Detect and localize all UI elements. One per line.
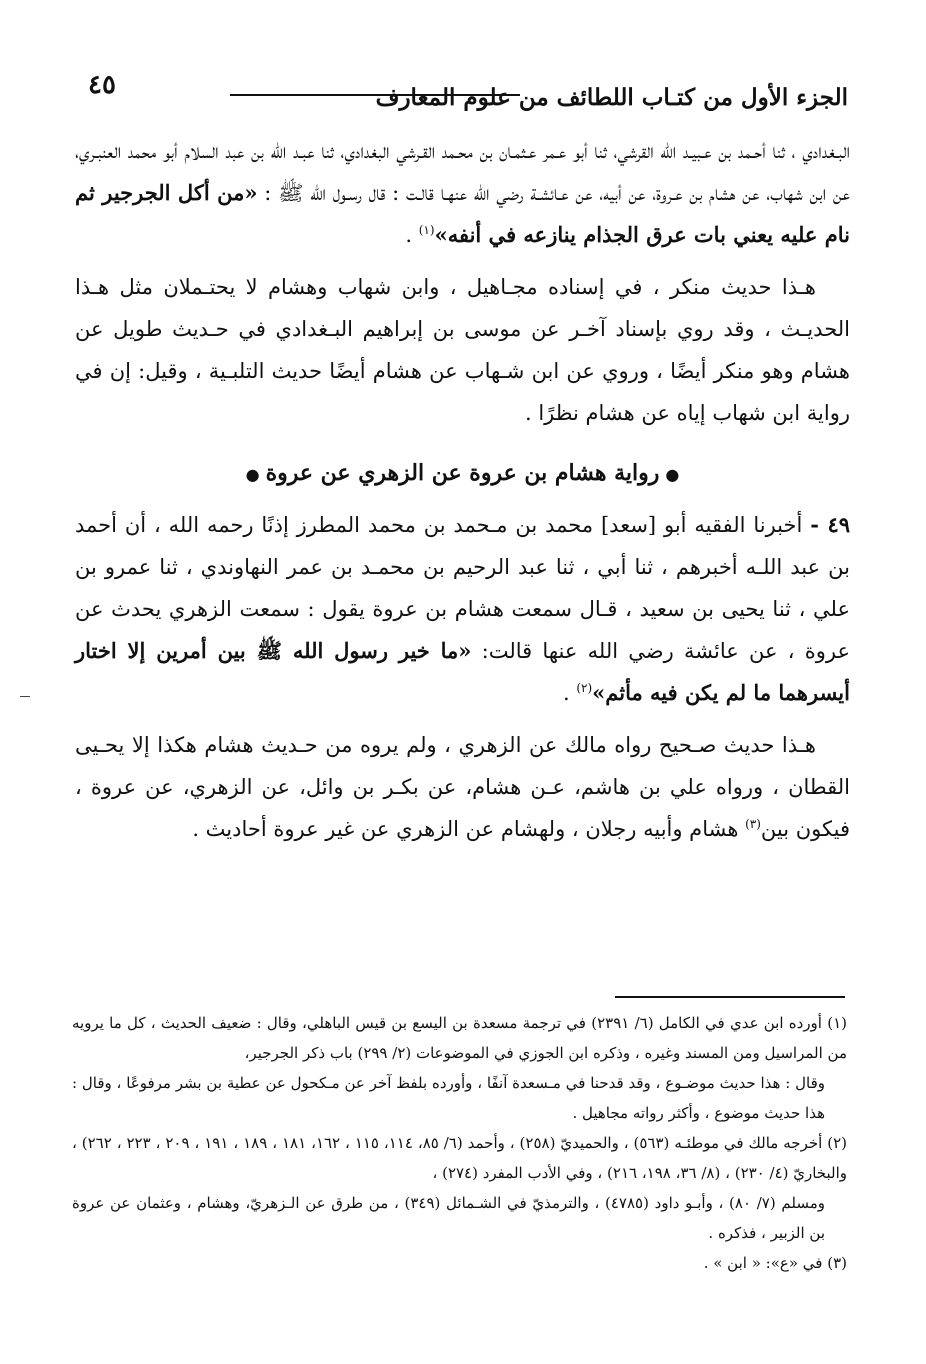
footnote-ref-1: (١) <box>418 223 435 237</box>
hadith-number: ٤٩ - <box>810 512 850 537</box>
paragraph-3-end: . <box>562 681 577 705</box>
section-heading-text: رواية هشام بن عروة عن الزهري عن عروة <box>265 460 660 486</box>
footnote-2-continued: ومسلم (٧/ ٨٠) ، وأبـو داود (٤٧٨٥) ، والترمذيّ في الشـمائل (٣٤٩) ، من طرق عن الـزهريّ، وهشام ، وعثمان عن عروة بن الزبير ، فذكره . <box>72 1194 825 1242</box>
paragraph-2: هـذا حديث منكر ، في إسناده مجـاهيل ، وابن شهاب وهشام لا يحتـملان مثل هـذا الحديـث ، وقد روي بإسناد آخـر عن موسى بن إبراهيم البـغدادي في حـديث طويل عن هشام وهو منكر أيضًا ، وروي عن ابن شـهاب عن هشام أيضًا حديث التلبـية ، وقيل: إن في رواية ابن شهاب إياه عن هشام نظرًا . <box>75 275 850 425</box>
margin-mark <box>20 696 30 697</box>
paragraph-4-text-b: هشام وأبيه رجلان ، ولهشام عن الزهري عن غير عروة أحاديث . <box>192 817 746 841</box>
main-text <box>75 130 850 850</box>
footnotes <box>72 1008 847 1278</box>
footnote-1-continued: وقال : هذا حديث موضـوع ، وقد قدحنا في مـسعدة آنفًا ، وأورده بلفظ آخر عن مـكحول عن عطية بن بشر مرفوعًا ، وقال : هذا حديث موضوع ، وأكثر رواته مجاهيل . <box>72 1074 825 1122</box>
paragraph-4 <box>75 724 850 850</box>
paragraph-1-text: البـغدادي ، ثنا أحـمد بن عـبيـد الله القرشي، ثنا أبو عـمر عـثمـان بن محـمد القـرشي البغدادي، ثنا عبـد الله بن عبد السلام أبو محمد العنبـري، عن ابن شهاب، عن هشام بن عـروة، عن أبيه، عن عـائشـة رضي الله عنهـا قالـت : قال رسـول الله ﷺ : <box>75 139 850 205</box>
running-title: الجزء الأول من كتـاب اللطائف من علوم المعارف <box>375 84 848 111</box>
paragraph-3-text: أخبرنا الفقيه أبو [سعد] محمد بن مـحمد بن محمد المطرز إذنًا رحمه الله ، أن أحمد بن عبد اللـه أخبرهم ، ثنا أبي ، ثنا عبد الرحيم بن محمـد بن عمر النهاوندي ، ثنا عمرو بن علي ، ثنا يحيى بن سعيد ، قـال سمعت هشام بن عروة يقول : سمعت الزهري يحدث عن عروة ، عن عائشة رضي الله عنها قالت: <box>75 513 850 663</box>
footnote-1: (١) أورده ابن عدي في الكامل (٦/ ٢٣٩١) في ترجمة مسعدة بن اليسع بن قيس الباهلي، وقال : ضعيف الحديث ، كل ما يرويه من المراسيل ومن المسند وغيره ، وذكره ابن الجوزي في الموضوعات (٢/ ٢٩٩) باب ذكر الجرجير، <box>72 1014 847 1062</box>
footnote-3: (٣) في «ع»: « ابن » . <box>703 1254 847 1272</box>
hadith-quote-1: «من أكل الجرجير ثم نام عليه يعني بات عرق الجذام ينازعه في أنفه» <box>75 180 850 247</box>
section-heading <box>75 452 850 496</box>
running-header <box>80 58 848 111</box>
footnote-2: (٢) أخرجه مالك في موطئـه (٥٦٣) ، والحميديّ (٢٥٨) ، وأحمد (٦/ ٨٥، ١١٤، ١١٥ ، ١٦٢، ١٨١ ، ١٨٩ ، ١٩١ ، ٢٠٩ ، ٢٢٣ ، ٢٦٢) ، والبخاريّ (٤/ ٢٣٠) ، (٨/ ٣٦، ١٩٨، ٢١٦) ، وفي الأدب المفرد (٢٧٤) ، <box>72 1134 847 1182</box>
paragraph-1-end: . <box>405 223 419 247</box>
page-number: ٤٥ <box>88 70 116 100</box>
paragraph-3 <box>75 504 850 714</box>
paragraph-4-text-a: هـذا حديث صـحيح رواه مالك عن الزهري ، ولم يروه من حـديث هشام هكذا إلا يحـيى القطان ، ورواه علي بن هاشم، عـن هشام، عن بكـر بن وائل، عن الزهري، عن عروة ، فيكون بين <box>75 733 850 841</box>
footnote-ref-3: (٣) <box>745 817 761 831</box>
bullet-icon: ● <box>245 465 260 484</box>
bullet-icon: ● <box>665 465 680 484</box>
footnote-separator <box>615 996 845 998</box>
paragraph-1 <box>75 130 850 256</box>
hadith-quote-2: «ما خير رسول الله ﷺ بين أمرين إلا اختار أيسرهما ما لم يكن فيه مأثم» <box>75 638 850 705</box>
footnote-ref-2: (٢) <box>576 681 593 695</box>
